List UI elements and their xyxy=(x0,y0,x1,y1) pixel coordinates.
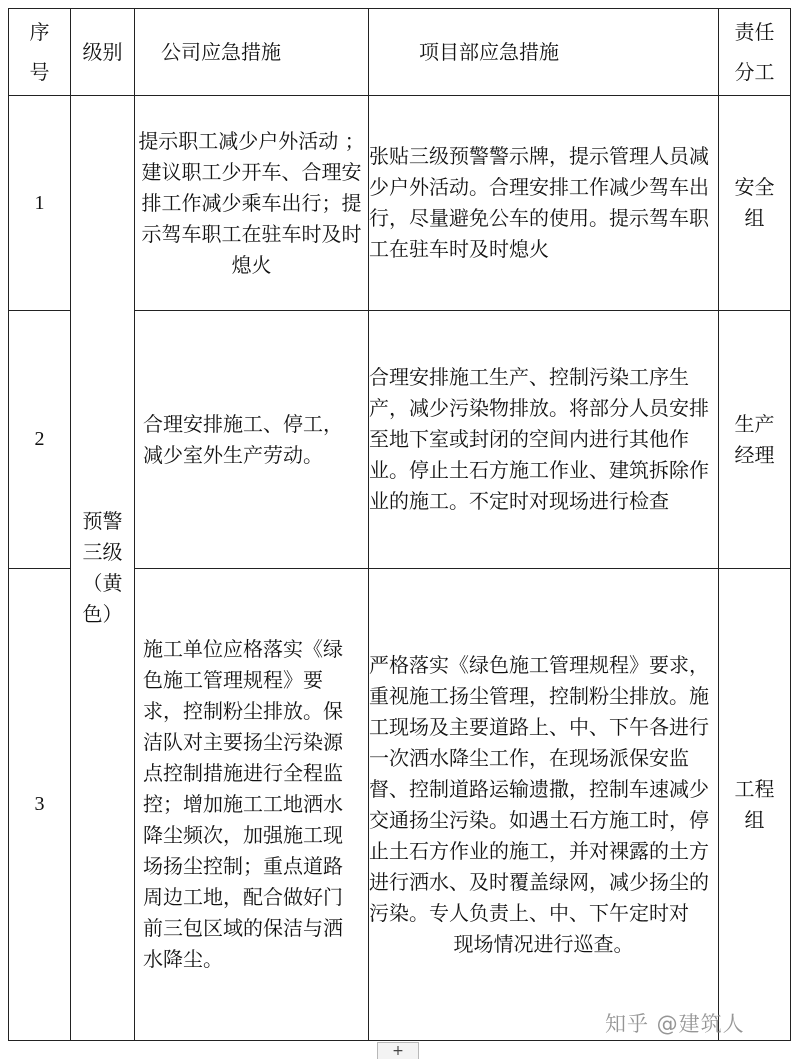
header-seq-line2: 号 xyxy=(29,60,50,84)
row-seq: 2 xyxy=(9,311,71,569)
header-level: 级别 xyxy=(71,9,135,96)
resp-line1: 工程 xyxy=(734,776,775,801)
header-seq xyxy=(9,9,71,96)
level-line2: 三级 xyxy=(82,540,123,564)
project-measure xyxy=(369,569,719,1041)
header-project: 项目部应急措施 xyxy=(369,9,719,96)
responsibility-cell xyxy=(719,311,791,569)
company-measure: 提示职工减少户外活动 ；建议职工少开车、合理安排工作减少乘车出行；提示驾车职工在驻车时及时熄火 xyxy=(135,96,369,311)
resp-line2: 组 xyxy=(744,206,765,230)
add-sheet-button[interactable]: + xyxy=(377,1042,419,1059)
level-line3: （黄 xyxy=(82,571,123,595)
project-measure-last-line: 现场情况进行巡查。 xyxy=(453,931,634,956)
header-resp-line1: 责任 xyxy=(734,20,775,44)
row-seq: 1 xyxy=(9,96,71,311)
resp-line2: 经理 xyxy=(734,442,775,467)
responsibility-cell xyxy=(719,569,791,1041)
emergency-measures-table xyxy=(8,8,791,1041)
responsibility-cell xyxy=(719,96,791,311)
warning-level-cell xyxy=(71,96,135,1041)
resp-line1: 安全 xyxy=(734,175,775,199)
level-line4: 色） xyxy=(82,602,123,626)
watermark: 知乎 @建筑人 xyxy=(605,1012,745,1036)
header-company: 公司应急措施 xyxy=(135,9,369,96)
header-resp-line2: 分工 xyxy=(734,60,775,84)
header-row xyxy=(9,9,791,96)
resp-line2: 组 xyxy=(744,807,765,832)
project-measure: 张贴三级预警警示牌，提示管理人员减少户外活动。合理安排工作减少驾车出行，尽量避免公车的使用。提示驾车职工在驻车时及时熄火 xyxy=(369,96,719,311)
resp-line1: 生产 xyxy=(734,411,775,436)
company-measure: 合理安排施工、停工，减少室外生产劳动。 xyxy=(135,311,369,569)
level-line1: 预警 xyxy=(82,509,123,533)
project-measure-text: 严格落实《绿色施工管理规程》要求，重视施工扬尘管理，控制粉尘排放。施工现场及主要道路上、中、下午各进行一次洒水降尘工作，在现场派保安监督、控制道路运输遗撒，控制车速减少交通扬尘污染。如遇土石方施工时，停止土石方作业的施工，并对裸露的土方进行洒水、及时覆盖绿网，减少扬尘的污染。专人负责上、中、下午定时对 xyxy=(369,652,709,925)
header-responsibility xyxy=(719,9,791,96)
table-row xyxy=(9,96,791,311)
company-measure: 施工单位应格落实《绿色施工管理规程》要求，控制粉尘排放。保洁队对主要扬尘污染源点控制措施进行全程监控；增加施工工地洒水降尘频次，加强施工现场扬尘控制；重点道路周边工地，配合做好门前三包区域的保洁与洒水降尘。 xyxy=(135,569,369,1041)
row-seq: 3 xyxy=(9,569,71,1041)
project-measure: 合理安排施工生产、控制污染工序生产，减少污染物排放。将部分人员安排至地下室或封闭的空间内进行其他作业。停止土石方施工作业、建筑拆除作业的施工。不定时对现场进行检查 xyxy=(369,311,719,569)
header-seq-line1: 序 xyxy=(29,20,50,44)
